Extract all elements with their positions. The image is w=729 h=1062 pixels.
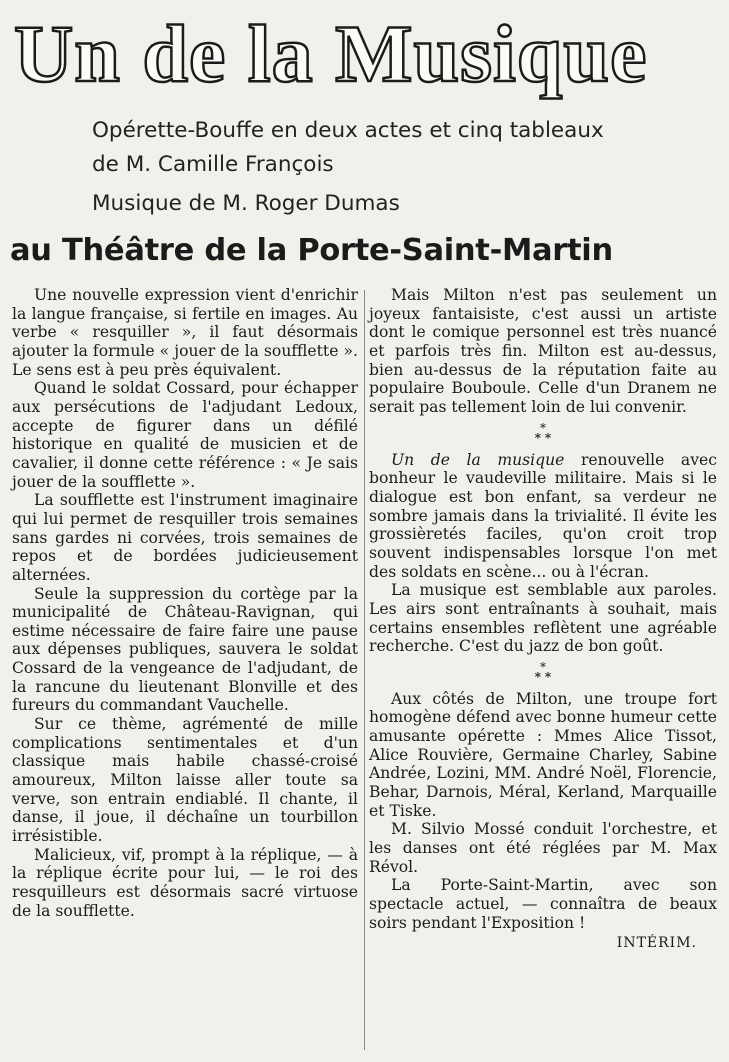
subtitle-composer: Musique de M. Roger Dumas [92,191,400,216]
paragraph: Un de la musique renouvelle avec bonheur le vaudeville militaire. Mais si le dialogue est bon enfant, sa verdeur ne sombre jamais dans la trivialité. Il évite les grossièretés faciles, qu'on croit trop souvent indispensables lorsque l'on met des soldats en scène... ou à l'écran. [369,450,717,581]
paragraph: Malicieux, vif, prompt à la réplique, — à la réplique écrite pour lui, — le roi des resquilleurs est désormais sacré virtuose de la soufflette. [12,845,358,920]
italic-title: Un de la musique [391,450,565,469]
column-divider [364,290,365,1050]
right-column [369,286,717,953]
article-title: Un de la Musique [14,8,648,99]
paragraph: Sur ce thème, agrémenté de mille complications sentimentales et d'un classique mais habile chassé-croisé amoureux, Milton laisse aller toute sa verve, son entrain endiablé. Il chante, il danse, il joue, il déchaîne un tourbillon irrésistible. [12,715,358,846]
left-column [12,286,358,920]
paragraph: La musique est semblable aux paroles. Les airs sont entraînants à souhait, mais certains ensembles reflètent une agréable recherche. C'est du jazz de bon goût. [369,581,717,656]
subtitle-genre: Opérette-Bouffe en deux actes et cinq tableaux [92,118,604,143]
author-signature: INTÉRIM. [616,935,697,952]
separator-stars-bottom: * * [534,669,552,684]
paragraph: Mais Milton n'est pas seulement un joyeux fantaisiste, c'est aussi un artiste dont le comique personnel est très nuancé et parfois très fin. Milton est au-dessus, bien au-dessus de la réputation faite au populaire Bouboule. Celle d'un Dranem ne serait pas tellement loin de lui convenir. [369,286,717,416]
paragraph: La soufflette est l'instrument imaginaire qui lui permet de resquiller trois semaines sans gardes ni corvées, trois semaines de repos et de bordées judicieusement alternées. [12,491,358,584]
paragraph: La Porte-Saint-Martin, avec son spectacle actuel, — connaîtra de beaux soirs pendant l'Exposition ! [369,876,717,932]
paragraph: Quand le soldat Cossard, pour échapper aux persécutions de l'adjudant Ledoux, accepte de figurer dans un défilé historique en qualité de musicien et de cavalier, il donne cette référence : « Je sais jouer de la soufflette ». [12,379,358,491]
separator-stars-bottom: * * [534,430,552,445]
paragraph: Une nouvelle expression vient d'enrichir la langue française, si fertile en images. Au verbe « resquiller », il faut désormais ajouter la formule « jouer de la soufflette ». Le sens est à peu près équivalent. [12,286,358,379]
section-separator: * * * [369,662,717,682]
venue-heading: au Théâtre de la Porte-Saint-Martin [10,233,613,268]
paragraph: Seule la suppression du cortège par la municipalité de Château-Ravignan, qui estime nécessaire de faire faire une pause aux dépenses publiques, sauvera le soldat Cossard de la vengeance de l'adjudant, de la rancune du lieutenant Blonville et des fureurs du commandant Vauchelle. [12,584,358,715]
paragraph: Aux côtés de Milton, une troupe fort homogène défend avec bonne humeur cette amusante opérette : Mmes Alice Tissot, Alice Rouvière, Germaine Charley, Sabine Andrée, Lozini, MM. André Noël, Florencie, Behar, Darnois, Méral, Kerland, Marquaille et Tiske. [369,689,717,820]
subtitle-author: de M. Camille François [92,152,334,177]
section-separator: * * * [369,423,717,443]
paragraph: M. Silvio Mossé conduit l'orchestre, et les danses ont été réglées par M. Max Révol. [369,820,717,876]
